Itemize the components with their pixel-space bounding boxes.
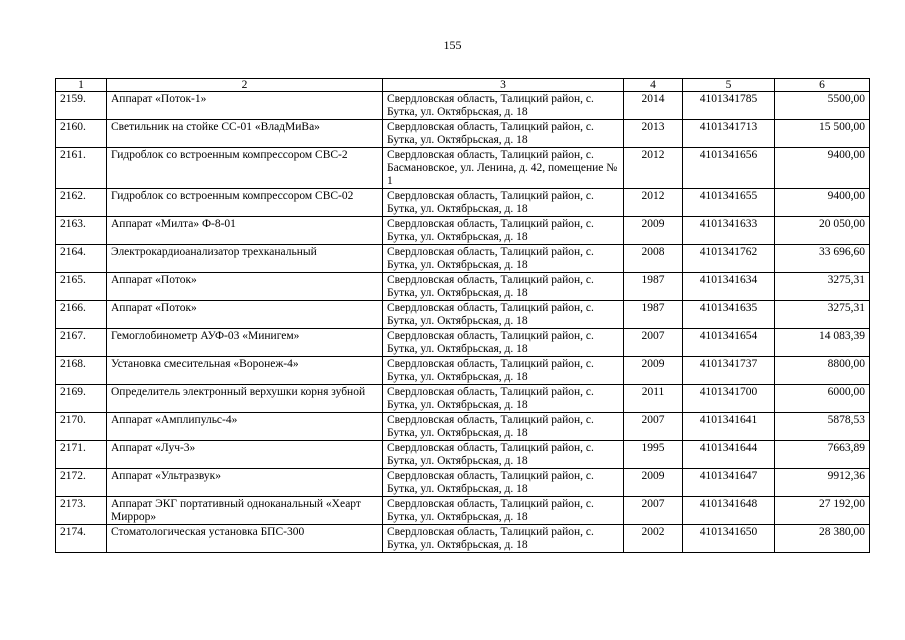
- cost-cell: 3275,31: [775, 273, 870, 301]
- address-cell: Свердловская область, Талицкий район, с. Басмановское, ул. Ленина, д. 42, помещение № 1: [383, 148, 624, 189]
- inventory-number-cell: 4101341785: [683, 92, 775, 120]
- address-cell: Свердловская область, Талицкий район, с. Бутка, ул. Октябрьская, д. 18: [383, 357, 624, 385]
- row-number-cell: 2173.: [56, 497, 107, 525]
- year-cell: 2002: [624, 525, 683, 553]
- row-number-cell: 2169.: [56, 385, 107, 413]
- row-number-cell: 2162.: [56, 189, 107, 217]
- year-cell: 2009: [624, 357, 683, 385]
- inventory-number-cell: 4101341700: [683, 385, 775, 413]
- property-registry-table: [55, 78, 870, 553]
- row-number-cell: 2168.: [56, 357, 107, 385]
- item-name-cell: Гидроблок со встроенным компрессором СВС-2: [107, 148, 383, 189]
- table-row: [56, 301, 870, 329]
- address-cell: Свердловская область, Талицкий район, с. Бутка, ул. Октябрьская, д. 18: [383, 92, 624, 120]
- page-number: 155: [443, 38, 462, 52]
- address-cell: Свердловская область, Талицкий район, с. Бутка, ул. Октябрьская, д. 18: [383, 441, 624, 469]
- row-number-cell: 2165.: [56, 273, 107, 301]
- table-row: [56, 441, 870, 469]
- address-cell: Свердловская область, Талицкий район, с. Бутка, ул. Октябрьская, д. 18: [383, 189, 624, 217]
- column-header-4: 4: [624, 79, 683, 92]
- row-number-cell: 2159.: [56, 92, 107, 120]
- year-cell: 2007: [624, 413, 683, 441]
- row-number-cell: 2166.: [56, 301, 107, 329]
- column-header-2: 2: [107, 79, 383, 92]
- table-row: [56, 357, 870, 385]
- row-number-cell: 2163.: [56, 217, 107, 245]
- row-number-cell: 2161.: [56, 148, 107, 189]
- inventory-number-cell: 4101341650: [683, 525, 775, 553]
- cost-cell: 7663,89: [775, 441, 870, 469]
- column-header-1: 1: [56, 79, 107, 92]
- year-cell: 2008: [624, 245, 683, 273]
- row-number-cell: 2174.: [56, 525, 107, 553]
- table-header-row: [56, 79, 870, 92]
- item-name-cell: Стоматологическая установка БПС-300: [107, 525, 383, 553]
- table-row: [56, 245, 870, 273]
- item-name-cell: Аппарат «Поток-1»: [107, 92, 383, 120]
- item-name-cell: Аппарат «Милта» Ф-8-01: [107, 217, 383, 245]
- cost-cell: 5878,53: [775, 413, 870, 441]
- item-name-cell: Аппарат «Поток»: [107, 273, 383, 301]
- cost-cell: 20 050,00: [775, 217, 870, 245]
- address-cell: Свердловская область, Талицкий район, с. Бутка, ул. Октябрьская, д. 18: [383, 217, 624, 245]
- table-row: [56, 525, 870, 553]
- address-cell: Свердловская область, Талицкий район, с. Бутка, ул. Октябрьская, д. 18: [383, 120, 624, 148]
- cost-cell: 9400,00: [775, 148, 870, 189]
- cost-cell: 9912,36: [775, 469, 870, 497]
- cost-cell: 28 380,00: [775, 525, 870, 553]
- table-row: [56, 217, 870, 245]
- year-cell: 1987: [624, 301, 683, 329]
- item-name-cell: Аппарат ЭКГ портативный одноканальный «Хеарт Миррор»: [107, 497, 383, 525]
- row-number-cell: 2167.: [56, 329, 107, 357]
- cost-cell: 3275,31: [775, 301, 870, 329]
- row-number-cell: 2160.: [56, 120, 107, 148]
- address-cell: Свердловская область, Талицкий район, с. Бутка, ул. Октябрьская, д. 18: [383, 525, 624, 553]
- inventory-number-cell: 4101341634: [683, 273, 775, 301]
- inventory-number-cell: 4101341635: [683, 301, 775, 329]
- inventory-number-cell: 4101341713: [683, 120, 775, 148]
- inventory-number-cell: 4101341656: [683, 148, 775, 189]
- table-row: [56, 385, 870, 413]
- table-row: [56, 469, 870, 497]
- cost-cell: 27 192,00: [775, 497, 870, 525]
- cost-cell: 33 696,60: [775, 245, 870, 273]
- cost-cell: 8800,00: [775, 357, 870, 385]
- row-number-cell: 2170.: [56, 413, 107, 441]
- row-number-cell: 2164.: [56, 245, 107, 273]
- item-name-cell: Аппарат «Луч-3»: [107, 441, 383, 469]
- address-cell: Свердловская область, Талицкий район, с. Бутка, ул. Октябрьская, д. 18: [383, 413, 624, 441]
- inventory-number-cell: 4101341762: [683, 245, 775, 273]
- inventory-number-cell: 4101341641: [683, 413, 775, 441]
- year-cell: 2012: [624, 189, 683, 217]
- year-cell: 2009: [624, 469, 683, 497]
- cost-cell: 9400,00: [775, 189, 870, 217]
- cost-cell: 15 500,00: [775, 120, 870, 148]
- year-cell: 2014: [624, 92, 683, 120]
- year-cell: 2007: [624, 329, 683, 357]
- table-row: [56, 273, 870, 301]
- year-cell: 2011: [624, 385, 683, 413]
- year-cell: 1995: [624, 441, 683, 469]
- row-number-cell: 2172.: [56, 469, 107, 497]
- item-name-cell: Гидроблок со встроенным компрессором СВС-02: [107, 189, 383, 217]
- inventory-number-cell: 4101341648: [683, 497, 775, 525]
- row-number-cell: 2171.: [56, 441, 107, 469]
- cost-cell: 14 083,39: [775, 329, 870, 357]
- address-cell: Свердловская область, Талицкий район, с. Бутка, ул. Октябрьская, д. 18: [383, 301, 624, 329]
- item-name-cell: Электрокардиоанализатор трехканальный: [107, 245, 383, 273]
- inventory-number-cell: 4101341737: [683, 357, 775, 385]
- address-cell: Свердловская область, Талицкий район, с. Бутка, ул. Октябрьская, д. 18: [383, 273, 624, 301]
- item-name-cell: Аппарат «Поток»: [107, 301, 383, 329]
- column-header-6: 6: [775, 79, 870, 92]
- address-cell: Свердловская область, Талицкий район, с. Бутка, ул. Октябрьская, д. 18: [383, 385, 624, 413]
- table-row: [56, 92, 870, 120]
- inventory-number-cell: 4101341633: [683, 217, 775, 245]
- column-header-3: 3: [383, 79, 624, 92]
- table-row: [56, 189, 870, 217]
- year-cell: 2012: [624, 148, 683, 189]
- item-name-cell: Гемоглобинометр АУФ-03 «Минигем»: [107, 329, 383, 357]
- item-name-cell: Аппарат «Ультразвук»: [107, 469, 383, 497]
- address-cell: Свердловская область, Талицкий район, с. Бутка, ул. Октябрьская, д. 18: [383, 497, 624, 525]
- year-cell: 2013: [624, 120, 683, 148]
- item-name-cell: Светильник на стойке СС-01 «ВладМиВа»: [107, 120, 383, 148]
- inventory-number-cell: 4101341654: [683, 329, 775, 357]
- table-row: [56, 329, 870, 357]
- address-cell: Свердловская область, Талицкий район, с. Бутка, ул. Октябрьская, д. 18: [383, 469, 624, 497]
- table-row: [56, 148, 870, 189]
- item-name-cell: Установка смесительная «Воронеж-4»: [107, 357, 383, 385]
- table-row: [56, 413, 870, 441]
- year-cell: 2007: [624, 497, 683, 525]
- address-cell: Свердловская область, Талицкий район, с. Бутка, ул. Октябрьская, д. 18: [383, 329, 624, 357]
- inventory-number-cell: 4101341647: [683, 469, 775, 497]
- inventory-number-cell: 4101341644: [683, 441, 775, 469]
- column-header-5: 5: [683, 79, 775, 92]
- cost-cell: 6000,00: [775, 385, 870, 413]
- address-cell: Свердловская область, Талицкий район, с. Бутка, ул. Октябрьская, д. 18: [383, 245, 624, 273]
- item-name-cell: Аппарат «Амплипульс-4»: [107, 413, 383, 441]
- year-cell: 2009: [624, 217, 683, 245]
- year-cell: 1987: [624, 273, 683, 301]
- item-name-cell: Определитель электронный верхушки корня зубной: [107, 385, 383, 413]
- table-row: [56, 120, 870, 148]
- inventory-number-cell: 4101341655: [683, 189, 775, 217]
- cost-cell: 5500,00: [775, 92, 870, 120]
- table-row: [56, 497, 870, 525]
